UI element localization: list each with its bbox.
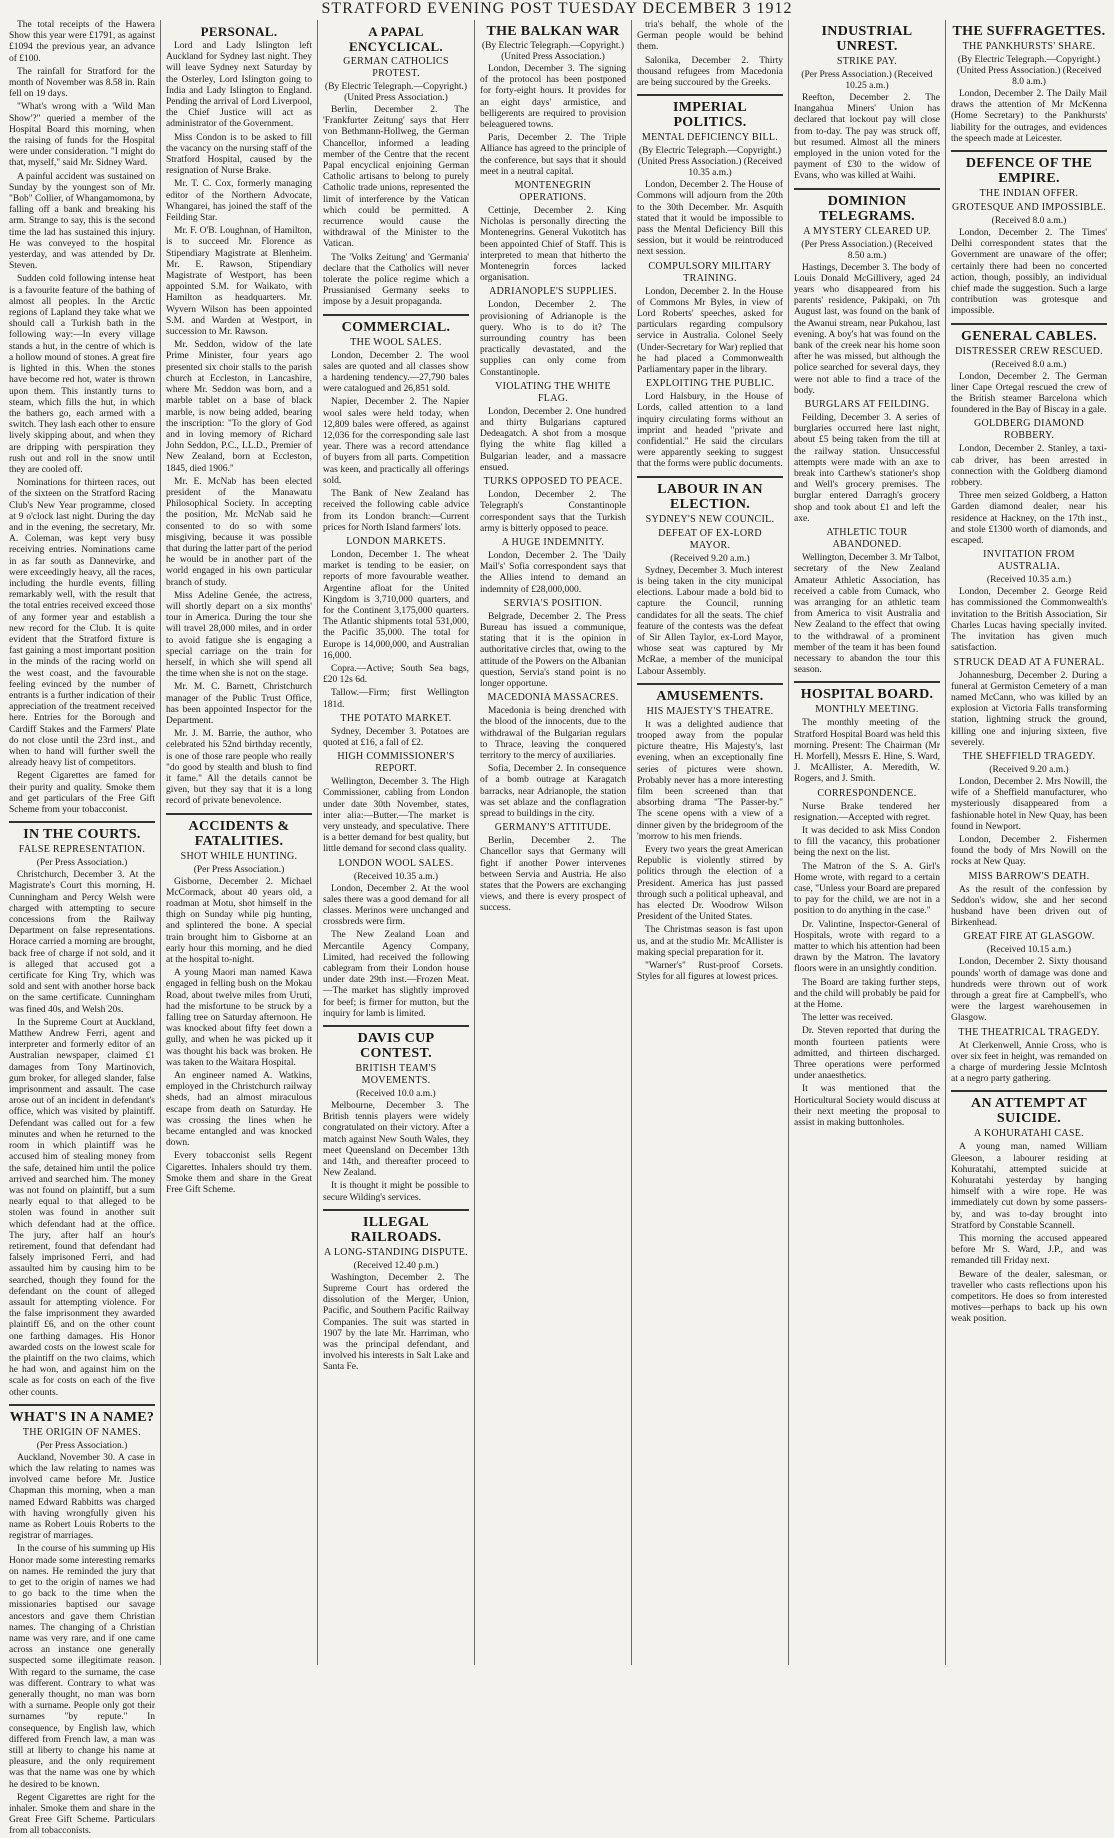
article-paragraph: London, December 2. The Daily Mail draws the attention of Mr McKenna (Home Secretary) to the Pankhursts' liability for the outrages, and evidences the speech made at Leicester. [951,89,1107,144]
headline: LABOUR IN AN ELECTION. [657,481,763,512]
headline: COMMERCIAL. [341,319,451,335]
article-paragraph: It is thought it might be possible to secure Wilding's services. [323,1181,469,1203]
divider [951,1090,1107,1092]
masthead: STRATFORD EVENING POST TUESDAY DECEMBER 3 1912 [321,0,793,17]
article-paragraph: Johannesburg, December 2. During a funeral at Germiston Cemetery of a man named McCann, who was killed by an explosion at Victoria Falls transforming station, lightning struck the ground, killing one and injuring sixteen, five severely. [951,670,1107,748]
article-paragraph: Nurse Brake tendered her resignation.—Accepted with regret. [794,801,940,823]
subheadline: THE WOOL SALES. [350,336,442,348]
divider [9,1404,155,1406]
paragraph-group [480,551,626,596]
headline: HOSPITAL BOARD. [800,687,934,703]
headline: DOMINION TELEGRAMS. [819,193,915,224]
headline: WHAT'S IN A NAME? [9,1409,155,1425]
article-paragraph: Sydney, December 3. Potatoes are quoted at £16, a fall of £2. [323,726,469,748]
headline: IN THE COURTS. [23,827,141,843]
subheadline: THE SHEFFIELD TRAGEDY. [962,750,1096,762]
article-paragraph: The Christmas season is fast upon us, and at the studio Mr. McAllister is making special preparation for it. [637,925,783,958]
headline: GENERAL CABLES. [961,328,1097,344]
credit-line: (Received 12.40 p.m.) [353,1260,439,1271]
article-paragraph: Hastings, December 3. The body of Louis Donald McGillivery, aged 24 years who disappeared from his parents' residence, Pakipaki, on 7th August last, was found on the bank of the Awanui stream, near Pukahou, last evening. A boy's hat was found on the bank of the creek near his home soon after he was missed, but although the police searched for several days, they were not able to find a trace of the body. [794,262,940,396]
paragraph-group [323,351,469,534]
paragraph-group [637,287,783,377]
article-paragraph: Wellington, December 3. The High Commissioner, cabling from London under date 30th November, states, inter alia:—Butter.—The market is very unsteady, and speculative. There is a better demand for best quality, but little demand for second class quality. [323,777,469,855]
subheadline: A LONG-STANDING DISPUTE. [324,1246,468,1258]
subheadline: STRIKE PAY. [836,56,898,67]
article-paragraph: The 'Volks Zeitung' and 'Germania' declare that the Catholics will never tolerate the police regime which a Prussianised Germany seeks to impose by a Jesuit propaganda. [323,252,469,308]
subheadline: DEFEAT OF EX-LORD MAYOR. [658,527,762,551]
paragraph-group [951,885,1107,930]
credit-line: (Per Press Association.) [36,858,128,869]
subheadline: CORRESPONDENCE. [817,787,917,799]
paragraph-group [951,372,1107,417]
article-paragraph: London, December 2. The Times' Delhi correspondent states that the Government are unaware of the offer; certainly there had been no concerted action, though, possibly, an individual chief made the suggestion. Such a large contribution was grotesque and impossible. [951,228,1107,317]
article-paragraph: Miss Adeline Genée, the actress, will shortly depart on a six months' tour in America. During the tour she will travel 28,000 miles, and in order to avoid fatigue she is engaging a special carriage on the train for herself, in which she will spend all the time when she is not on the stage. [166,590,312,680]
paragraph-group [323,727,469,749]
article-paragraph: Tallow.—Firm; first Wellington 181d. [323,688,469,710]
article-paragraph: London, December 2. The provisioning of Adrianople is the query. Who is to do it? The surrounding country has been practically devastated, and the supplies can only come from Constantinople. [480,300,626,378]
article-paragraph: Cettinje, December 2. King Nicholas is personally directing the Montenegrins. General Vukotitch has been appointed Chief of Staff. This is interpreted to mean that hitherto the Montenegrin forces lacked organisation. [480,206,626,284]
article-paragraph: The letter was received. [802,1013,893,1024]
headline: PERSONAL. [200,24,278,39]
paragraph-group [166,877,312,1197]
article-paragraph: Mr. J. M. Barrie, the author, who celebrated his 52nd birthday recently, is one of those rare people who really "do good by stealth and blush to find it fame." All the details cannot be given, but they say that it is a long record of private benevolence. [166,729,312,807]
article-paragraph: The Matron of the S. A. Girl's Home wrote, with regard to a certain case, "Unless your Board are prepared to pay for the child, we are not in a position to do anything in the case." [794,861,940,917]
article-paragraph: The rainfall for Stratford for the month of November was 8.58 in. Rain fell on 19 days. [9,66,155,100]
subheadline: BURGLARS AT FEILDING. [804,399,930,411]
article-paragraph: Sudden cold following intense heat is a favourite feature of the bathing of almost all peoples. In the Arctic regions of Lapland they take what we should call a Turkish bath in the following way:—In every village stands a hut, in the centre of which is a hollow mound of stones. A great fire is lighted in this. When the stones have become red hot, water is thrown upon them. This instantly turns to steam, which fills the hut, in which the bathers go, each armed with a switch. They lash each other to ensure lively skipping about, and when they are dripping with perspiration they rush out and roll in the snow until they are cooled off. [9,274,155,475]
paragraph-group [951,671,1107,749]
credit-line: (Received 10.15 a.m.) [986,945,1072,956]
credit-line: (Received 8.0 a.m.) [991,359,1067,370]
paragraph-group [794,413,940,525]
article-paragraph: In the course of his summing up His Honor made some interesting remarks on names. He reminded the jury that to get to the origin of names we had to go back to the time when the missionaries baptised our savage ancestors and gave them Christian names. The changing of a Christian name was very rare, and if one came across an instance one generally suspected some illegitimate reason. With regard to the surname, the case was different. Contrary to what was generally thought, no man was born with a surname. People only got their surnames "by repute." In consequence, by English law, which differed from French law, a man was still at liberty to change his name at pleasure, and the only requirement was that the name was one by which he desired to be known. [9,1544,156,1790]
article-paragraph: London, December 3. The signing of the protocol has been postponed for forty-eight hours. It provides for an eight days' armistice, and belligerents are required to provision beleaguered towns. [480,64,626,131]
credit-line: (Per Press Association.) (Received 10.25 a.m.) [801,70,933,91]
article-paragraph: London, December 2. One hundred and thirty Bulgarians captured Dedeagatch. A shot from a mosque flying the white flag killed a Bulgarian leader, and a massacre ensued. [480,406,626,473]
credit-line: (Received 10.0 a.m.) [356,1089,436,1100]
article-paragraph: Every tobacconist sells Regent Cigarettes. Inhalers should try them. Smoke them and share in the Great Free Gift Scheme. [166,1151,312,1196]
subheadline: LONDON MARKETS. [346,535,446,547]
subheadline: MENTAL DEFICIENCY BILL. [641,132,779,144]
article-paragraph: Paris, December 2. The Triple Alliance has agreed to the principle of the conference, but says that it should meet in a neutral capital. [480,133,626,177]
article-paragraph: Reefton, December 2. The Inangahua Miners' Union has declared that lockout pay will close from to-day. The pay was struck off, but resumed. Almost all the miners employed in the union voted for the payment of £30 to the widow of Evans, who was killed at Waihi. [794,93,940,182]
article-paragraph: An engineer named A. Watkins, employed in the Christchurch railway sheds, had an almost miraculous escape from death on Saturday. He was crossing the lines when he became entangled and was knocked down. [166,1071,312,1149]
article-paragraph: Regent Cigarettes are famed for their purity and quality. Smoke them and get particulars of the Free Gift Scheme from your tobacconist. [9,771,155,816]
article-paragraph: London, December 2. The House of Commons will adjourn from the 20th to the 30th December. Mr. Asquith stated that it would be impossible to pass the Mental Deficiency Bill this session, but it would be reintroduced next session. [637,180,783,258]
paragraph-group [637,392,783,470]
paragraph-group [480,64,626,178]
columns [4,20,1112,1837]
article-paragraph: Nominations for thirteen races, out of the sixteen on the Stratford Racing Club's New Year programme, closed at 9 o'clock last night. During the day and in the evening, the secretary, Mr. A. Coleman, was kept very busy receiving entries. Nominations came in as far south as Dannevirke, and were exceedingly heavy, all the races, including the hurdle events, filling remarkably well, with the result that the total entries received exceed those of any former year and establish a new record for the Club. It is quite evident that the Stratford fixture is fast gaining a most important position in the minds of the racing world on the west coast, and the favourable feeling evinced by the number of entrants is a further indication of their appreciation of the treatment received here. Entries for the Borough and Cardiff Stakes and the Farmers' Plate do not close until the 23rd inst., and when to hand will further swell the already heavy list of competitors. [9,478,155,769]
article-paragraph: The monthly meeting of the Stratford Hospital Board was held this morning. Present: The Chairman (Mr H. Morfell), Messrs E. Hine, S. Ward, J. McAllister, A. Meredith, W. Rogers, and J. Smith. [794,718,940,785]
article-paragraph: Dr. Steven reported that during the month fourteen patients were admitted, and thirteen discharged. Three operations were performed under anaesthetics. [794,1026,940,1082]
article-paragraph: A young man, named William Gleeson, a labourer residing at Kohuratahi, attempted suicide at Kohuratahi yesterday by hanging himself with a wire rope. He was immediately cut down by some passers-by, and was to-day brought into Stratford by Constable Scannell. [951,1142,1107,1231]
subheadline: A MYSTERY CLEARED UP. [803,225,931,237]
subheadline: SYDNEY'S NEW COUNCIL. [645,513,775,525]
subheadline: INVITATION FROM AUSTRALIA. [983,549,1075,573]
article-paragraph: Sofia, December 2. In consequence of a bomb outrage at Karagatch barracks, near Adrianople, the station was set ablaze and the conflagration spread to buildings in the city. [480,764,626,819]
column-5 [632,20,789,1665]
paragraph-group [166,41,312,808]
subheadline: MACEDONIA MASSACRES. [487,692,619,704]
paragraph-group [951,89,1107,145]
paragraph-group [480,300,626,378]
article-paragraph: London, December 2. George Reid has commissioned the Commonwealth's invitation to the British Association, Sir Charles Lucas having specially invited. The invitation has given much satisfaction. [951,587,1107,654]
paragraph-group [794,263,940,397]
credit-line: (Received 9.20 a.m.) [989,764,1069,775]
article-paragraph: Napier, December 2. The Napier wool sales were held today, when 12,809 bales were offered, as against 12,036 for the corresponding sale last year. There was a record attendance of buyers from all parts. Competition was keen, and practically all offerings sold. [323,397,469,486]
article-paragraph: A painful accident was sustained on Sunday by the youngest son of Mr. "Bob" Collier, of Whangamomona, by falling off a bank and breaking his arm. Strange to say, this is the second time the lad has sustained this injury. He was conveyed to the hospital yesterday, and was attended by Dr. Steven. [9,171,155,272]
paragraph-group [951,587,1107,654]
divider [637,683,783,685]
subheadline: COMPULSORY MILITARY TRAINING. [648,260,772,284]
article-paragraph: London, December 2. The German liner Cape Ortegal rescued the crew of the British steamer Barcelona which foundered in the Bay of Biscay in a gale. [951,371,1107,416]
paragraph-group [323,1101,469,1204]
subheadline: GROTESQUE AND IMPOSSIBLE. [952,202,1106,214]
article-paragraph: Mr. T. C. Cox, formerly managing editor of the Northern Advocate, Whangarei, has joined the staff of the Feilding Star. [166,179,312,224]
article-paragraph: It was a delighted audience that trooped away from the popular picture theatre, His Majesty's, last evening, when an exceptionally fine series of pictures were shown. Probably never has a more interesting film been screened than that absorbing drama "The Passer-by." The scene opens with a view of a dinner given by the bridegroom of the 'morrow to his men friends. [637,719,783,842]
divider [794,188,940,190]
subheadline: GERMANY'S ATTITUDE. [494,822,612,834]
subheadline: THE THEATRICAL TRAGEDY. [958,1026,1100,1038]
paragraph-group [480,407,626,474]
divider [951,150,1107,152]
article-paragraph: Dr. Valintine, Inspector-General of Hospitals, wrote with regard to a matter to which his attention had been drawn by the Matron. The lavatory floors were in an unsightly condition. [794,919,940,975]
article-paragraph: Sydney, December 3. Much interest is being taken in the city municipal elections. Labour made a bold bid to capture the Council, running candidates for all the seats. The chief feature of the contests was the defeat of Sir Allen Taylor, ex-Lord Mayor, whose seat was captured by Mr McRae, a member of the municipal Labour Assembly. [637,565,783,677]
paragraph-group [480,206,626,284]
article-paragraph: Miss Condon is to be asked to fill the vacancy on the nursing staff of the Stratford Hospital, caused by the resignation of Nurse Brake. [166,132,312,177]
subheadline: MONTHLY MEETING. [815,704,919,716]
paragraph-group [323,105,469,309]
subheadline: SHOT WHILE HUNTING. [180,850,298,862]
credit-line: (Received 9.20 a.m.) [670,553,750,564]
article-paragraph: Lord and Lady Islington left Auckland for Sydney last night. They will leave Sydney next Saturday by the Osterley, Lord Islington going to India and Lady Islington to England. Pending the arrival of Lord Liverpool, the Chief Justice will act as administrator of the Government. [166,41,312,130]
subheadline: ADRIANOPLE'S SUPPLIES. [489,286,617,298]
paragraph-group [480,490,626,535]
paragraph-group [323,777,469,855]
subheadline: HIGH COMMISSIONER'S REPORT. [337,751,455,775]
article-paragraph: It was mentioned that the Horticultural Society would discuss at their next meeting the proposal to assist in making buttonholes. [794,1084,940,1129]
paragraph-group [9,870,155,1399]
column-1 [4,20,161,1837]
column-2 [161,20,318,1665]
column-6 [789,20,946,1665]
article-paragraph: Mr. E. McNab has been elected president of the Manawatu Philosophical Society. In accepting the position, Mr. McNab said he consented to do so with some misgiving, because it was possible that during the latter part of the period he would be in another part of the world engaged in his own particular branch of study. [166,476,312,588]
article-paragraph: Christchurch, December 3. At the Magistrate's Court this morning, H. Cunningham and Percy Welsh were charged with attempting to secure concessions from the Railway Department on false representations. Horace carried a morning are brought, back free of charge if not sold, and it is alleged that accused got a certificate for King Try, which was sold and sent with another horse back on the same certificate. Cunningham was fined 40s, and Welsh 20s. [9,870,155,1015]
credit-line: (Received 10.35 a.m.) [986,575,1072,586]
divider [637,476,783,478]
paragraph-group [9,20,155,816]
paragraph-group [951,1142,1107,1325]
paragraph-group [794,93,940,183]
headline: AN ATTEMPT AT SUICIDE. [971,1096,1087,1127]
subheadline: SERVIA'S POSITION. [503,597,603,609]
subheadline: DISTRESSER CREW RESCUED. [955,345,1103,357]
subheadline: MISS BARROW'S DEATH. [968,870,1090,882]
paragraph-group [323,550,469,711]
subheadline: A KOHURATAHI CASE. [974,1128,1084,1140]
article-paragraph: London, December 1. The wheat market is tending to be easier, on reports of more favourable weather. Argentine afloat for the United Kingdom is 3,710,000 quarters, and for the Continent 3,175,000 quarters. The Atlantic shipments total 531,000, the Pacific 35,000. The total for Europe is 14,000,000, and Australian 16,000. [323,549,469,661]
article-paragraph: London, December 2. Sixty thousand pounds' worth of damage was done and hundreds were thrown out of work through a great fire at Campbell's, who were the largest warehousemen in Glasgow. [951,957,1107,1024]
paragraph-group [637,20,783,89]
subheadline: GREAT FIRE AT GLASGOW. [963,931,1095,943]
article-paragraph: At Clerkenwell, Annie Cross, who is over six feet in height, was remanded on a charge of murdering Jessie McIntosh at a negro party gathering. [951,1040,1107,1085]
subheadline: TURKS OPPOSED TO PEACE. [483,476,623,488]
subheadline: ATHLETIC TOUR ABANDONED. [826,527,908,551]
credit-line: (Per Press Association.) (Received 8.50 a.m.) [801,239,933,261]
divider [323,1025,469,1027]
article-paragraph: As the result of the confession by Seddon's widow, she and her second husband have been driven out of Birkenhead. [951,884,1107,929]
subheadline: FALSE REPRESENTATION. [18,844,146,856]
column-7 [946,20,1112,1665]
credit-line: (Per Press Association.) [193,864,285,875]
article-paragraph: London, December 2. Fishermen found the body of Mrs Nowill on the rocks at New Quay. [951,834,1107,868]
headline: A PAPAL ENCYCLICAL. [349,24,443,54]
paragraph-group [951,444,1107,547]
column-3 [318,20,475,1665]
divider [637,94,783,96]
article-paragraph: London, December 2. Mrs Nowill, the wife of a Sheffield manufacturer, who mysteriously disappeared from a fashionable hotel in New Quay, has been found in Newport. [951,776,1107,832]
article-paragraph: London, December 2. The 'Daily Mail's' Sofia correspondent says that the Allies intend to demand an indemnity of £28,000,000. [480,550,626,595]
article-paragraph: The Bank of New Zealand has received the following cable advice from its London branch:—Current prices for North Island farmers' lots. [323,489,469,533]
column-4 [475,20,632,1665]
subheadline: BRITISH TEAM'S MOVEMENTS. [355,1063,437,1087]
credit-line: (Per Press Association.) [36,1440,128,1451]
article-paragraph: London, December 2. In the House of Commons Mr Byles, in view of Lord Roberts' speeches, asked for particulars regarding compulsory service in Australia. Colonel Seely (Under-Secretary for War) replied that he had placed a Commonwealth Parliamentary paper in the library. [637,286,783,376]
article-paragraph: Auckland, November 30. A case in which the law relating to names was involved came before Mr. Justice Chapman this morning, when a man named Edward Rabbitts was charged with having wrongfully given his name as Robert Louis Roberts to the registrar of marriages. [9,1452,155,1542]
headline: THE BALKAN WAR [486,24,620,39]
article-paragraph: London, December 2. Stanley, a taxi-cab driver, has been arrested in connection with the Goldberg diamond robbery. [951,444,1107,489]
article-paragraph: Mr. M. C. Barnett, Christchurch manager of the Public Trust Office, has been appointed Inspector for the Department. [166,682,312,726]
article-paragraph: The New Zealand Loan and Mercantile Agency Company, Limited, had received the following cablegram from their London house under date 29th inst.—Frozen Meat.—The market has slightly improved for beef; is firmer for mutton, but the inquiry for lamb is limited. [323,930,469,1019]
paragraph-group [323,884,469,1020]
article-paragraph: In the Supreme Court at Auckland, Matthew Andrew Ferri, agent and interpreter and formerly editor of an Australian newspaper, claimed £1 damages from Tony Martinovich, gum broker, for alleged slander, false imprisonment and assault. The case arose out of an incident in defendant's office, which was visited by plaintiff. Defendant was called out for a few minutes and when he returned to the room in which plaintiff was he accused him of stealing money from the safe, detained him until the police arrived and searched him. The money was not found on plaintiff, but a sum nearly equal to that alleged to be stolen was found in another suit which defendant had at the office. The jury, after half an hour's retirement, found that defendant had falsely imprisoned Ferri, and had assaulted him by causing him to be searched, though they found for the defendant on the count of alleged assault for attempting violence. For the false imprisonment they awarded plaintiff £6, and on the other count one farthing damages. His Honor awarded costs on the lowest scale for the plaintiff on the two claims, which he had won, and against him on the scale as for costs on each of the five other counts. [9,1017,155,1398]
divider [323,314,469,316]
credit-line: (Received 10.35 a.m.) [353,871,439,882]
paragraph-group [951,228,1107,318]
article-paragraph: Washington, December 2. The Supreme Court has ordered the dissolution of the Merger, Union, Pacific, and Southern Pacific Railway Companies. The suit was started in 1907 by the late Mr. Harriman, who was the principal defendant, and involved his interests in Salt Lake and Santa Fe. [323,1272,469,1373]
article-paragraph: Berlin, December 2. The 'Frankfurter Zeitung' says that Herr von Bethmann-Hollweg, the German Chancellor, informed a leading member of the Centre that the recent Papal encyclical enjoining German Catholic artisans to belong to purely Catholic trade unions, represented the limit of interference by the Vatican which could be permitted. A recurrence would cause the withdrawal of the Minister to the Vatican. [323,105,469,250]
paragraph-group [480,706,626,820]
article-paragraph: Regent Cigarettes are right for the inhaler. Smoke them and share in the Great Free Gift Scheme. Particulars from all tobacconists. [9,1792,155,1837]
article-paragraph: Wellington, December 3. Mr Talbot, secretary of the New Zealand Amateur Athletic Association, has received a cable from Cumack, who was arranging for an athletic team from America to visit Australia and New Zealand to the effect that owing to the withdrawal of a prominent member of the team it has been found necessary to abandon the tour this season. [794,553,940,676]
headline: ACCIDENTS & FATALITIES. [188,818,290,849]
subheadline: MONTENEGRIN OPERATIONS. [514,180,592,204]
paragraph-group [480,612,626,690]
paragraph-group [794,553,940,676]
subheadline: GERMAN CATHOLICS PROTEST. [343,56,449,79]
article-paragraph: Three men seized Goldberg, a Hatton Garden diamond dealer, near his residence at Hackney, on the 17th inst., and stole £1300 worth of diamonds, and escaped. [951,491,1107,547]
article-paragraph: Beware of the dealer, salesman, or traveller who casts reflections upon his competitors. He does so from interested motives—perhaps to back up his own weak position. [951,1269,1107,1325]
article-paragraph: Melbourne, December 3. The British tennis players were widely congratulated on their victory. After a match against New South Wales, they meet Queensland on December 13th and 14th, and thereafter proceed to New Zealand. [323,1101,469,1179]
subheadline: THE PANKHURSTS' SHARE. [962,41,1096,52]
paragraph-group [794,802,940,1130]
article-paragraph: Macedonia is being drenched with the blood of the innocents, due to the withdrawal of the Bulgarian regulars to Thrace, leaving the conquered territory to the mercy of auxiliaries. [480,706,626,761]
subheadline: GOLDBERG DIAMOND ROBBERY. [973,418,1085,442]
paragraph-group [323,1273,469,1374]
article-paragraph: Every two years the great American Republic is violently stirred by politics through the election of a President. America has just passed through such a political upheaval, and has elected Dr. Woodrow Wilson President of the United States. [637,844,783,923]
subheadline: VIOLATING THE WHITE FLAG. [495,380,611,404]
subheadline: STRUCK DEAD AT A FUNERAL. [953,656,1105,668]
article-paragraph: Gisborne, December 2. Michael McCormack, about 40 years old, a roadman at Motu, shot himself in the thigh on Sunday while pig hunting, and splintered the bone. A special train brought him to Gisborne at an early hour this morning, and he died at the hospital to-night. [166,876,312,966]
divider [166,813,312,815]
article-paragraph: Lord Halsbury, in the House of Lords, called attention to a land inquiry circulating forms without an imprint and headed "private and confidential." He said the circulars were apparently seeking to suggest that the forms were public documents. [637,392,783,470]
article-paragraph: The total receipts of the Hawera Show this year were £1791, as against £1094 the previous year, an advance of £100. [9,20,155,64]
paragraph-group [9,1453,155,1838]
article-paragraph: Berlin, December 2. The Chancellor says that Germany will fight if another Power intervenes between Servia and Austria. He also states that the Powers are exchanging views, and there is every prospect of success. [480,836,626,914]
article-paragraph: Mr. Seddon, widow of the late Prime Minister, four years ago presented six choir stalls to the parish church at Eccleston, in Lancashire, where Mr. Seddon was born, and a marble tablet on a base of black marble, is now being added, bearing the inscription: "To the glory of God and in loving memory of Richard John Seddon, P.C., LL.D., Premier of New Zealand, born at Eccleston, 1845, died 1906." [166,340,312,474]
article-paragraph: Mr. F. O'B. Loughnan, of Hamilton, is to succeed Mr. Florence as Stipendiary Magistrate at Blenheim. Mr. E. Rawson, Stipendiary Magistrate of Westport, has been appointed S.M. for Waikato, with Hamilton as headquarters. Mr. Wyvern Wilson has been appointed S.M. and Warden at Westport, in succession to Mr. Rawson. [166,226,312,338]
credit-line: (By Electric Telegraph.—Copyright.) (United Press Association.) (Received 10.35 a.m.) [637,146,783,179]
headline: IMPERIAL POLITICS. [673,100,747,131]
credit-line: (Received 8.0 a.m.) [991,216,1067,227]
subheadline: LONDON WOOL SALES. [338,857,454,869]
paragraph-group [951,777,1107,869]
paragraph-group [794,718,940,785]
article-paragraph: London, December 2. At the wool sales there was a good demand for all classes. Merinos were unchanged and crossbreds were firm. [323,883,469,928]
headline: DAVIS CUP CONTEST. [357,1031,435,1062]
article-paragraph: tria's behalf, the whole of the German people would be behind them. [637,20,783,53]
article-paragraph: It was decided to ask Miss Condon to fill the vacancy, this probationer being the next on the list. [794,825,940,859]
article-paragraph: Copra.—Active; South Sea bags, £20 12s 6d. [323,663,469,686]
headline: INDUSTRIAL UNREST. [821,24,913,54]
paragraph-group [951,957,1107,1024]
article-paragraph: "What's wrong with a 'Wild Man Show'?" queried a member of the Hospital Board this morning, when the raising of funds for the Hospital were under consideration. "I might do that, myself," said Mr. Sidney Ward. [9,102,155,169]
headline: ILLEGAL RAILROADS. [350,1214,442,1245]
paragraph-group [637,566,783,678]
subheadline: THE ORIGIN OF NAMES. [22,1426,142,1438]
article-paragraph: Belgrade, December 2. The Press Bureau has issued a communique, stating that it is the opinion in authoritative circles that, owing to the attitude of the Powers on the Albanian question, Servia's stand point is no longer opportune. [480,611,626,689]
headline: DEFENCE OF THE EMPIRE. [965,156,1093,187]
article-paragraph: London, December 2. The wool sales are quoted and all classes show a hardening tendency.—27,790 bales were catalogued and 26,851 sold. [323,350,469,395]
article-paragraph: Salonika, December 2. Thirty thousand refugees from Macedonia are being succoured by the Greeks. [637,55,783,89]
paragraph-group [951,1041,1107,1086]
article-paragraph: The Board are taking further steps, and the child will probably be paid for at the Home. [794,977,940,1010]
paragraph-group [637,180,783,258]
credit-line: (By Electric Telegraph.—Copyright.) (United Press Association.) [481,41,625,62]
subheadline: EXPLOITING THE PUBLIC. [645,378,775,390]
subheadline: THE INDIAN OFFER. [979,188,1079,200]
subheadline: A HUGE INDEMNITY. [501,536,605,548]
divider [9,821,155,823]
paragraph-group [637,720,783,959]
article-paragraph: London, December 2. The Telegraph's Constantinople correspondent says that the Turkish army is bitterly opposed to peace. [480,490,626,534]
divider [794,681,940,683]
article-paragraph: This morning the accused appeared before Mr S. Ward, J.P., and was remanded till Friday next. [951,1234,1107,1267]
advertisement: "Warner's" Rust-proof Corsets. Styles for all figures at lowest prices. [637,960,783,983]
credit-line: (By Electric Telegraph.—Copyright.) (United Press Association.) [324,82,468,103]
subheadline: THE POTATO MARKET. [340,712,452,724]
divider [323,1209,469,1211]
headline: THE SUFFRAGETTES. [952,24,1106,39]
divider [951,323,1107,325]
headline: AMUSEMENTS. [656,688,764,704]
paragraph-group [480,836,626,914]
article-paragraph: A young Maori man named Kawa engaged in felling bush on the Mokau Road, about twelve miles from Uruti, had the misfortune to be struck by a falling tree on Saturday afternoon. He was knocked about fifty feet down a gully, and when he was picked up it was thought his back was broken. He was taken to the Waitara Hospital. [166,968,312,1068]
credit-line: (By Electric Telegraph.—Copyright.) (United Press Association.) (Received 8.0 a.m.) [956,55,1102,87]
subheadline: HIS MAJESTY'S THEATRE. [646,705,774,717]
article-paragraph: Feilding, December 3. A series of burglaries occurred here last night, about £5 being taken from the till at the railway station. Unsuccessful attempts were made with an axe to break into Carthew's stationer's shop and Well's grocery premises. The burglar entered Darragh's grocery shop and took about £1 and left the axe. [794,413,940,524]
